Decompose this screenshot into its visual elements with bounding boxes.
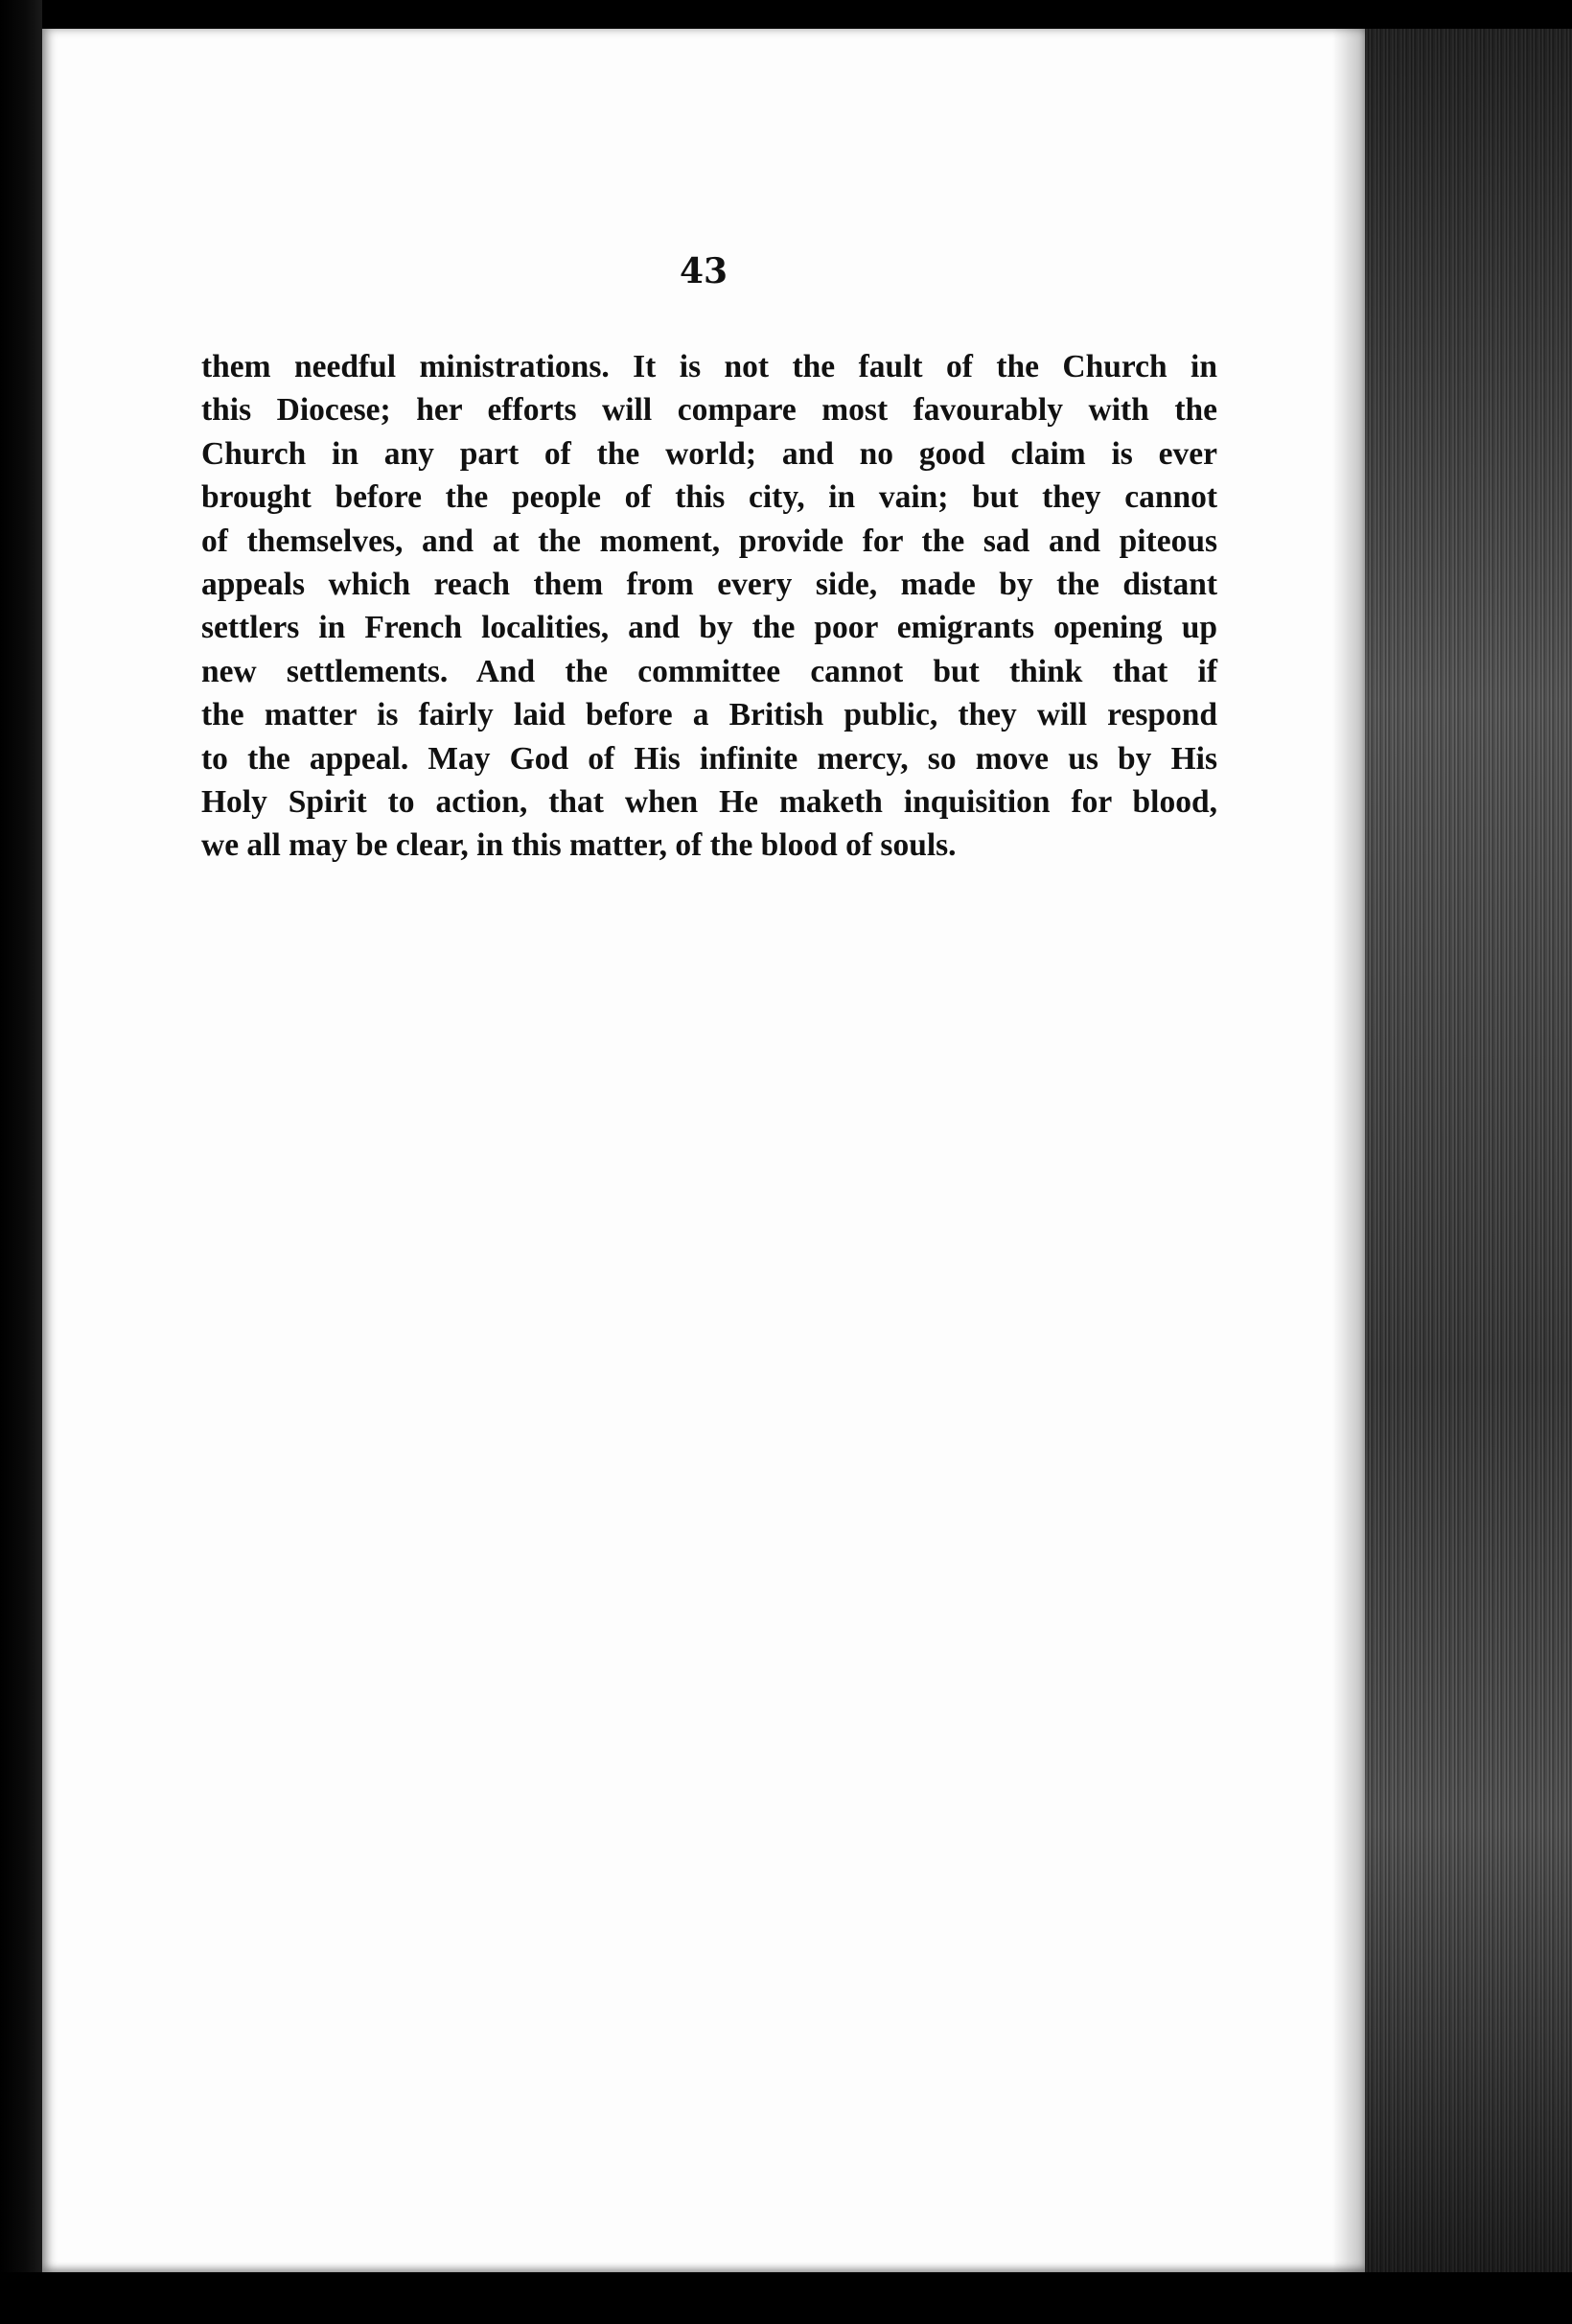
text-line: Holy Spirit to action, that when He maketh inquisition for blood, [201, 783, 1217, 820]
book-page [42, 29, 1365, 2272]
page-gutter-shadow [1332, 29, 1365, 2272]
text-line: settlers in French localities, and by the poor emigrants opening up [201, 610, 1217, 646]
text-line: brought before the people of this city, in vain; but they cannot [201, 479, 1217, 516]
text-line: the matter is fairly laid before a British public, they will respond [201, 697, 1217, 733]
book-page-edges [1365, 29, 1572, 2272]
text-line: this Diocese; her efforts will compare most favourably with the [201, 392, 1217, 429]
text-line: them needful ministrations. It is not the fault of the Church in [201, 349, 1217, 384]
text-line: of themselves, and at the moment, provide for the sad and piteous [201, 523, 1217, 559]
scan-border-bottom [0, 2272, 1572, 2324]
text-line: to the appeal. May God of His infinite mercy, so move us by His [201, 740, 1217, 777]
scan-border-top [0, 0, 1572, 29]
scan-border-left [0, 0, 42, 2324]
text-line: new settlements. And the committee cannot but think that if [201, 653, 1217, 689]
body-paragraph [201, 345, 1217, 868]
text-line: appeals which reach them from every side, made by the distant [201, 566, 1217, 602]
text-line: Church in any part of the world; and no good claim is ever [201, 435, 1217, 472]
text-line: we all may be clear, in this matter, of the blood of souls. [201, 827, 957, 864]
page-number: 43 [679, 251, 728, 291]
